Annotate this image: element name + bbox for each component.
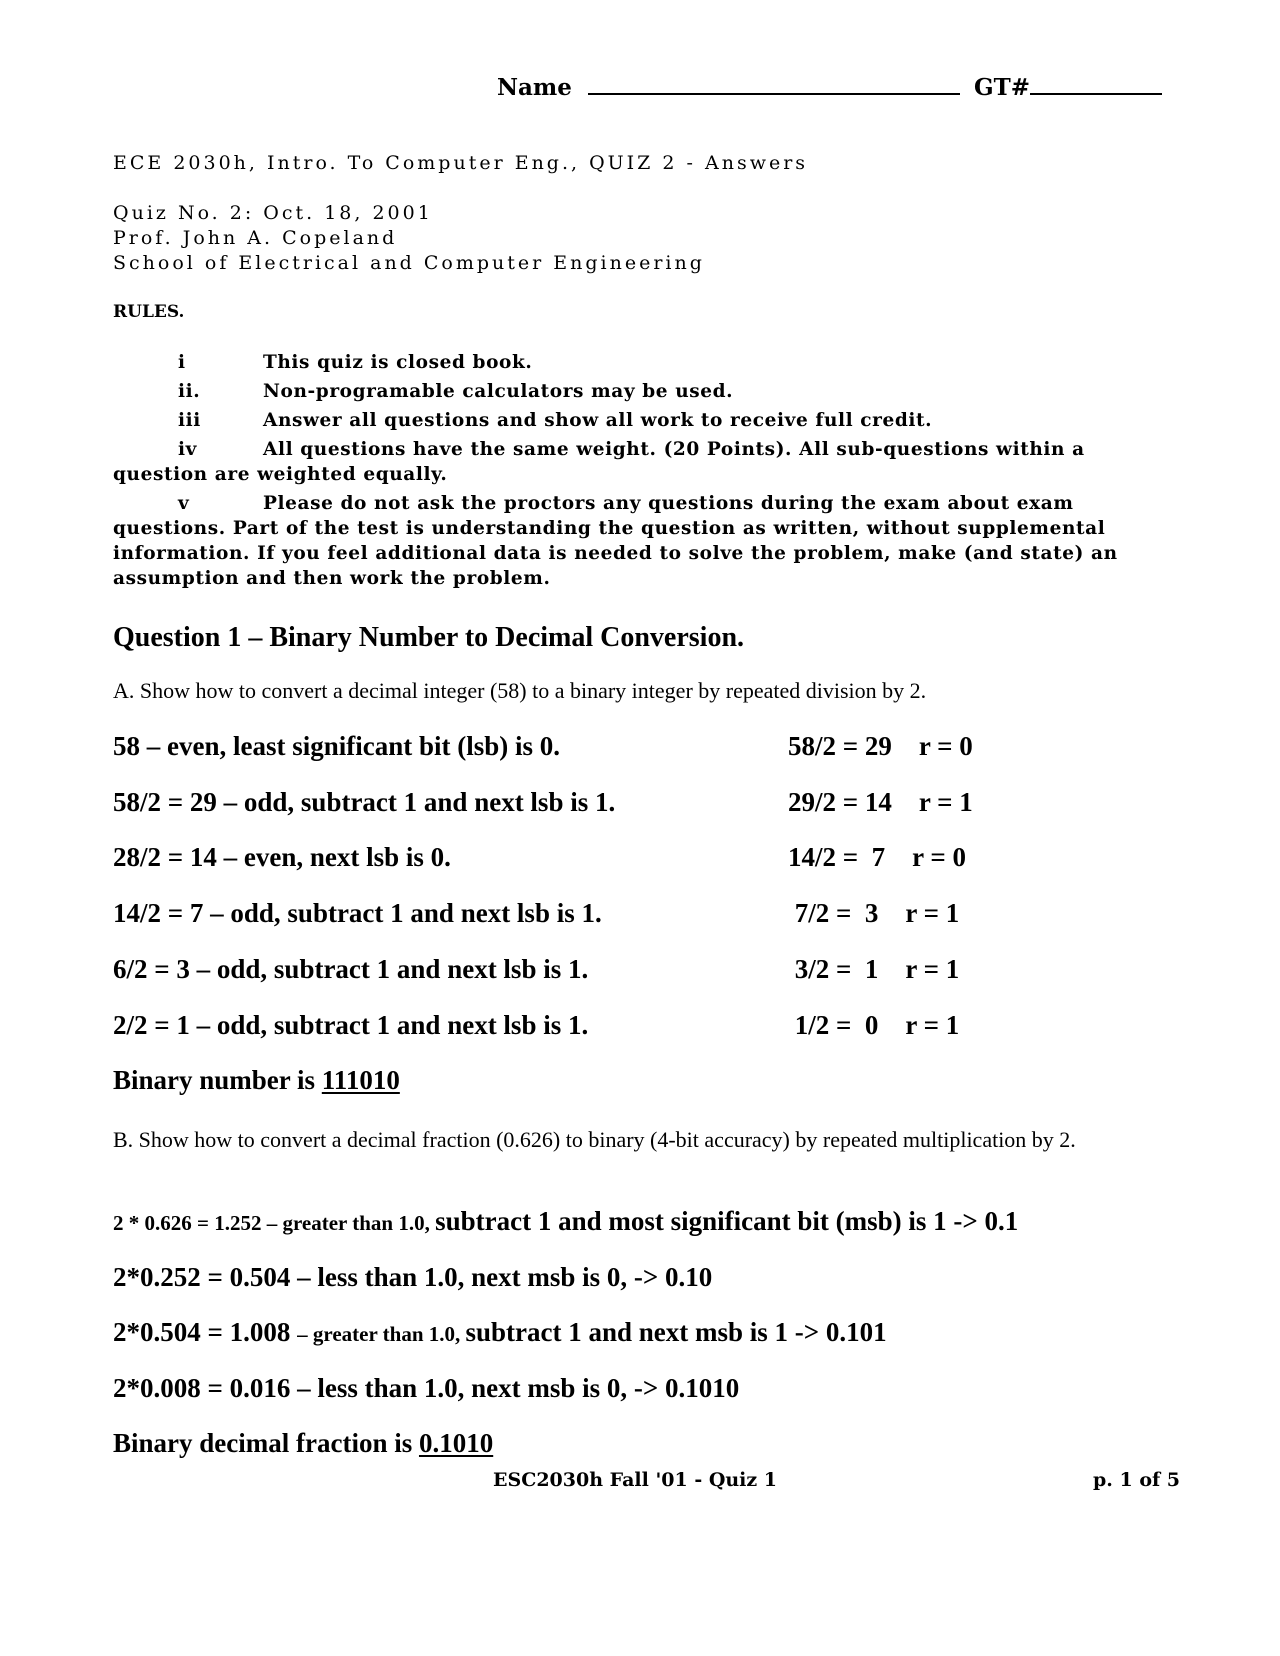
step-large-text: subtract 1 and next msb is 1 -> 0.101 [465,1317,887,1347]
gt-blank [1030,75,1162,95]
fraction-step [113,1206,1018,1237]
step-large-text: subtract 1 and most significant bit (msb) is 1 -> 0.1 [435,1206,1019,1236]
part-b-prompt: B. Show how to convert a decimal fraction (0.626) to binary (4-bit accuracy) by repeated multiplication by 2. [113,1127,1076,1152]
step-left: 14/2 = 7 – odd, subtract 1 and next lsb is 1. [113,898,602,928]
rule-continuation [113,541,1143,566]
rule-item [113,350,1143,379]
rule-continuation [113,462,1143,491]
school: School of Electrical and Computer Engineering [113,252,705,274]
part-a-result [113,1065,400,1096]
rule-text: information. If you feel additional data is needed to solve the problem, make (and state) an [113,543,1118,564]
rules-title: RULES. [113,302,185,322]
step-left: 58/2 = 29 – odd, subtract 1 and next lsb is 1. [113,787,616,817]
rule-item [113,437,1143,462]
step-right: 58/2 = 29 r = 0 [788,731,973,761]
rule-number: iii [178,410,201,431]
professor: Prof. John A. Copeland [113,227,398,249]
name-gt-line [497,74,1162,101]
step-right: 14/2 = 7 r = 0 [788,842,967,872]
step-left: 6/2 = 3 – odd, subtract 1 and next lsb is 1. [113,954,589,984]
rule-text: Please do not ask the proctors any questions during the exam about exam [263,493,1074,514]
step-right: 7/2 = 3 r = 1 [788,898,960,928]
step-left: 2/2 = 1 – odd, subtract 1 and next lsb is 1. [113,1010,589,1040]
rule-number: i [178,352,186,373]
name-label: Name [497,74,572,101]
step-left: 28/2 = 14 – even, next lsb is 0. [113,842,451,872]
rule-continuation [113,566,1143,591]
result-label: Binary number is [113,1065,322,1095]
step-large-text: 2*0.252 = 0.504 – less than 1.0, next msb is 0, -> 0.10 [113,1262,713,1292]
rule-item [113,491,1143,516]
rules-list [113,350,1143,591]
step-right: 1/2 = 0 r = 1 [788,1010,960,1040]
rule-number: ii. [178,381,201,402]
rule-text: Answer all questions and show all work to receive full credit. [263,410,933,431]
footer-course: ESC2030h Fall '01 - Quiz 1 [493,1469,778,1491]
result-value: 0.1010 [418,1428,494,1458]
rule-text: This quiz is closed book. [263,352,533,373]
step-large-text: 2*0.008 = 0.016 – less than 1.0, next msb is 0, -> 0.1010 [113,1373,740,1403]
quiz-date: Quiz No. 2: Oct. 18, 2001 [113,202,433,224]
part-b-result [113,1428,493,1459]
fraction-step [113,1317,887,1348]
fraction-step [113,1262,712,1293]
rule-number: v [178,493,190,514]
course-title: ECE 2030h, Intro. To Computer Eng., QUIZ 2 - Answers [113,152,809,174]
rule-text: assumption and then work the problem. [113,568,551,589]
step-right: 29/2 = 14 r = 1 [788,787,973,817]
rule-text: question are weighted equally. [113,464,448,485]
result-label: Binary decimal fraction is [113,1428,419,1458]
rule-text: Non-programable calculators may be used. [263,381,734,402]
name-blank [588,75,960,95]
question-heading: Question 1 – Binary Number to Decimal Conversion. [113,622,745,653]
step-prefix-text: 2*0.504 = 1.008 [113,1317,298,1347]
part-a-prompt: A. Show how to convert a decimal integer (58) to a binary integer by repeated division by 2. [113,678,927,703]
step-right: 3/2 = 1 r = 1 [788,954,960,984]
gt-label: GT# [973,74,1030,101]
rule-text: All questions have the same weight. (20 Points). All sub-questions within a [263,439,1085,460]
rule-number: iv [178,439,197,460]
page-number: p. 1 of 5 [1093,1469,1181,1491]
rule-text: questions. Part of the test is understanding the question as written, without supplemental [113,518,1106,539]
step-small-text: 2 * 0.626 = 1.252 – greater than 1.0, [113,1211,436,1235]
rule-continuation [113,516,1143,541]
fraction-step [113,1373,739,1404]
rule-item [113,379,1143,408]
step-small-text: – greater than 1.0, [297,1322,466,1346]
rule-item [113,408,1143,437]
step-left: 58 – even, least significant bit (lsb) is 0. [113,731,561,761]
result-value: 111010 [321,1065,400,1095]
